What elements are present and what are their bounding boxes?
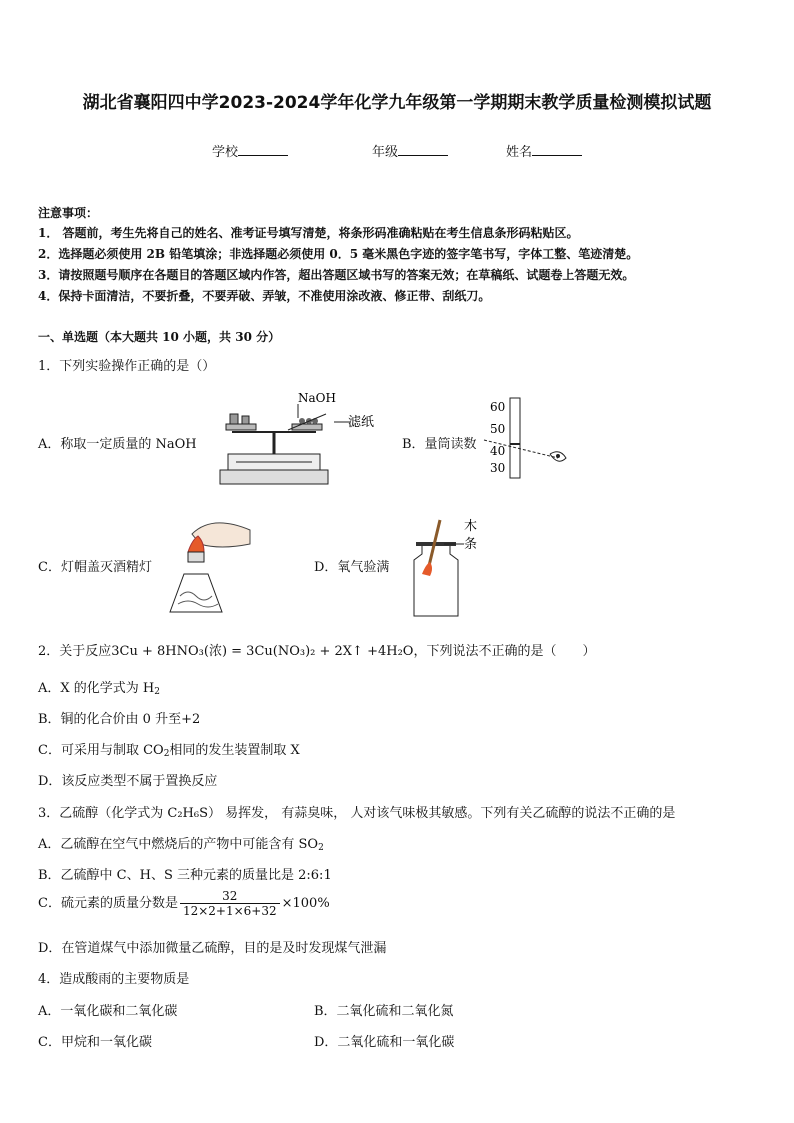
question-4-stem: 4．造成酸雨的主要物质是 [38, 972, 190, 987]
school-field[interactable] [212, 141, 288, 160]
notes-item: 4．保持卡面清洁，不要折叠，不要弄破、弄皱，不准使用涂改液、修正带、刮纸刀。 [38, 289, 491, 303]
q2-option-a[interactable] [38, 677, 160, 697]
school-label: 学校 [212, 145, 239, 160]
grade-blank[interactable] [398, 144, 448, 156]
q2-option-b[interactable]: B．铜的化合价由 0 升至+2 [38, 712, 201, 727]
notes-item: 2．选择题必须使用 2B 铅笔填涂；非选择题必须使用 0．5 毫米黑色字迹的签字笔书写，字体工整、笔迹清楚。 [38, 247, 639, 261]
q3-option-c[interactable] [38, 889, 330, 918]
cylinder-tick: 60 [490, 400, 506, 414]
q2-c-sub: 2 [163, 749, 170, 759]
q3-option-b[interactable]: B．乙硫醇中 C、H、S 三种元素的质量比是 2:6:1 [38, 868, 332, 883]
q2-c-post: 相同的发生装置制取 X [169, 743, 300, 758]
q3-option-d[interactable]: D．在管道煤气中添加微量乙硫醇，目的是及时发现煤气泄漏 [38, 941, 387, 956]
q2-prefix: 2．关于反应 [38, 644, 112, 659]
q2-c-pre: C．可采用与制取 CO [38, 743, 164, 758]
name-blank[interactable] [532, 144, 582, 156]
q3-option-a[interactable] [38, 833, 324, 853]
cylinder-figure [480, 396, 580, 480]
question-1-stem: 1．下列实验操作正确的是（） [38, 359, 216, 374]
q2-suffix: ，下列说法不正确的是（ ） [413, 644, 596, 659]
cylinder-tick: 40 [490, 444, 506, 458]
school-blank[interactable] [238, 144, 288, 156]
section-heading: 一、单选题（本大题共 10 小题，共 30 分） [38, 330, 281, 344]
q3-a-sub: 2 [318, 843, 324, 853]
name-field[interactable] [506, 141, 582, 160]
filter-paper-label: 滤纸 [348, 415, 375, 430]
question-2-stem [38, 640, 595, 659]
stick-label: 木 [464, 519, 478, 534]
q1-option-c[interactable]: C．灯帽盖灭酒精灯 [38, 560, 152, 575]
q2-option-c[interactable] [38, 739, 300, 759]
fraction-numerator: 32 [180, 889, 280, 904]
grade-field[interactable] [372, 141, 448, 160]
q3-a-pre: A．乙硫醇在空气中燃烧后的产物中可能含有 SO [38, 837, 319, 852]
alcohol-lamp-figure [162, 512, 252, 614]
q2-option-d[interactable]: D．该反应类型不属于置换反应 [38, 774, 218, 789]
q1-option-a[interactable]: A．称取一定质量的 NaOH [38, 437, 197, 452]
cylinder-tick: 30 [490, 461, 506, 475]
balance-scale-figure [214, 392, 380, 488]
naoh-label: NaOH [298, 392, 336, 405]
q4-option-d[interactable]: D．二氧化硫和一氧化碳 [314, 1035, 455, 1050]
notes-item: 1． 答题前，考生先将自己的姓名、准考证号填写清楚，将条形码准确粘贴在考生信息条形码粘贴区。 [38, 226, 579, 240]
q3-c-pre: C．硫元素的质量分数是 [38, 896, 178, 911]
mass-fraction [180, 889, 280, 918]
notes-item: 3．请按照题号顺序在各题目的答题区域内作答，超出答题区域书写的答案无效；在草稿纸、试题卷上答题无效。 [38, 268, 635, 282]
grade-label: 年级 [372, 145, 399, 160]
stick-label: 条 [464, 537, 478, 552]
oxygen-test-figure [408, 516, 504, 618]
q2-a-sub: 2 [154, 687, 160, 697]
cylinder-tick: 50 [490, 422, 506, 436]
notes-heading: 注意事项： [38, 206, 99, 220]
q1-option-d[interactable]: D．氧气验满 [314, 560, 390, 575]
name-label: 姓名 [506, 145, 533, 160]
q2-a-text: A．X 的化学式为 H [38, 681, 155, 696]
q1-option-b[interactable]: B．量筒读数 [402, 437, 477, 452]
fraction-denominator: 12×2+1×6+32 [182, 904, 277, 918]
q4-option-c[interactable]: C．甲烷和一氧化碳 [38, 1035, 152, 1050]
q4-option-a[interactable]: A．一氧化碳和二氧化碳 [38, 1004, 178, 1019]
page-title: 湖北省襄阳四中学2023-2024学年化学九年级第一学期期末教学质量检测模拟试题 [82, 93, 712, 113]
q3-c-post: ×100% [281, 896, 330, 911]
question-3-stem: 3．乙硫醇（化学式为 C₂H₆S） 易挥发， 有蒜臭味， 人对该气味极其敏感。下列有关乙硫醇的说法不正确的是 [38, 806, 676, 821]
q4-option-b[interactable]: B．二氧化硫和二氧化氮 [314, 1004, 454, 1019]
q2-equation: 3Cu + 8HNO₃(浓) = 3Cu(NO₃)₂ + 2X↑ +4H₂O [111, 644, 414, 659]
